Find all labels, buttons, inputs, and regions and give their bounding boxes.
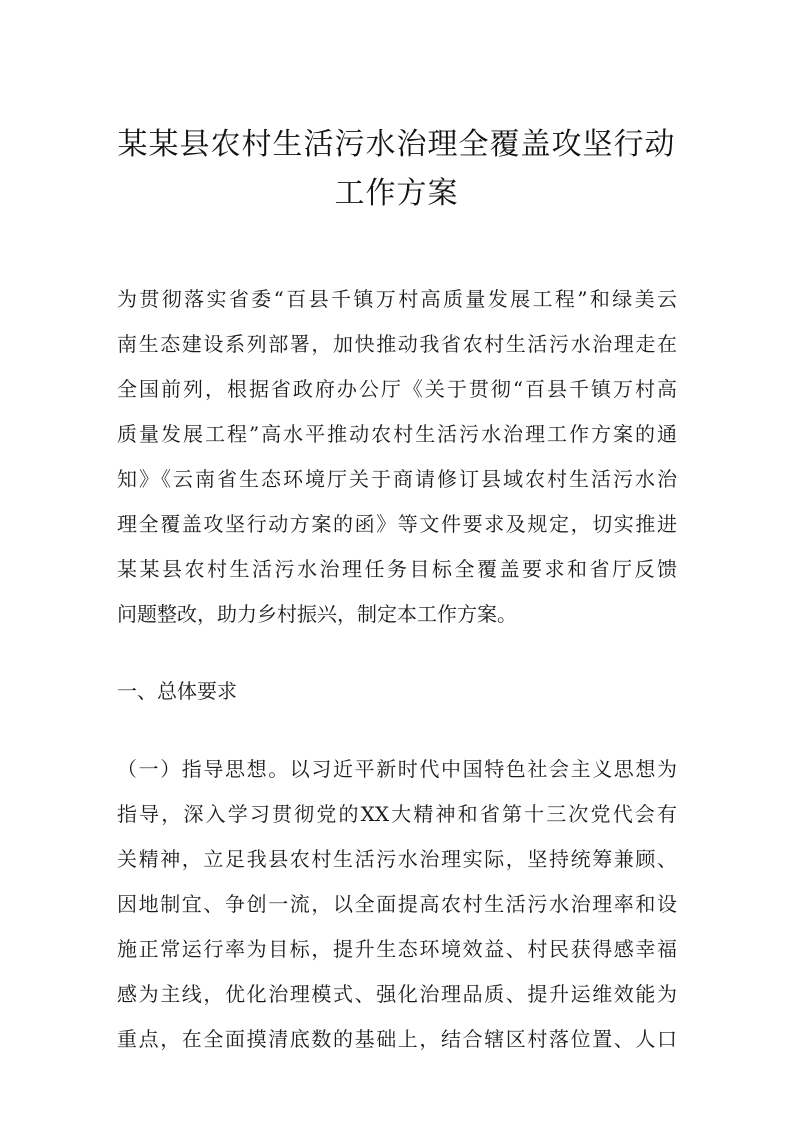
- section-paragraph-line: 重点，在全面摸清底数的基础上，结合辖区村落位置、人口: [117, 1027, 677, 1051]
- section-paragraph-line: 因地制宜、争创一流，以全面提高农村生活污水治理率和设: [117, 892, 677, 916]
- intro-paragraph-line: 质量发展工程”高水平推动农村生活污水治理工作方案的通: [117, 422, 677, 446]
- section-paragraph-line: 施正常运行率为目标，提升生态环境效益、村民获得感幸福: [117, 937, 677, 961]
- section-paragraph-line: 感为主线，优化治理模式、强化治理品质、提升运维效能为: [117, 982, 677, 1006]
- section-heading: 一、总体要求: [117, 679, 237, 703]
- intro-paragraph-line: 全国前列，根据省政府办公厅《关于贯彻“百县千镇万村高: [117, 377, 677, 401]
- intro-paragraph-line: 知》《云南省生态环境厅关于商请修订县域农村生活污水治: [117, 467, 677, 491]
- intro-paragraph-line: 某某县农村生活污水治理任务目标全覆盖要求和省厅反馈: [117, 557, 677, 581]
- section-paragraph-line: 关精神，立足我县农村生活污水治理实际，坚持统筹兼顾、: [117, 847, 677, 871]
- intro-paragraph-line: 为贯彻落实省委“百县千镇万村高质量发展工程”和绿美云: [117, 287, 677, 311]
- intro-paragraph-line: 南生态建设系列部署，加快推动我省农村生活污水治理走在: [117, 332, 677, 356]
- intro-paragraph-line: 理全覆盖攻坚行动方案的函》等文件要求及规定，切实推进: [117, 512, 677, 536]
- intro-paragraph-line: 问题整改，助力乡村振兴，制定本工作方案。: [117, 602, 517, 626]
- section-paragraph-line: 指导，深入学习贯彻党的XX大精神和省第十三次党代会有: [117, 802, 677, 826]
- document-title-line-1: 某某县农村生活污水治理全覆盖攻坚行动: [117, 127, 676, 162]
- section-paragraph-line: （一）指导思想。以习近平新时代中国特色社会主义思想为: [117, 757, 677, 781]
- document-title-line-2: 工作方案: [334, 176, 459, 211]
